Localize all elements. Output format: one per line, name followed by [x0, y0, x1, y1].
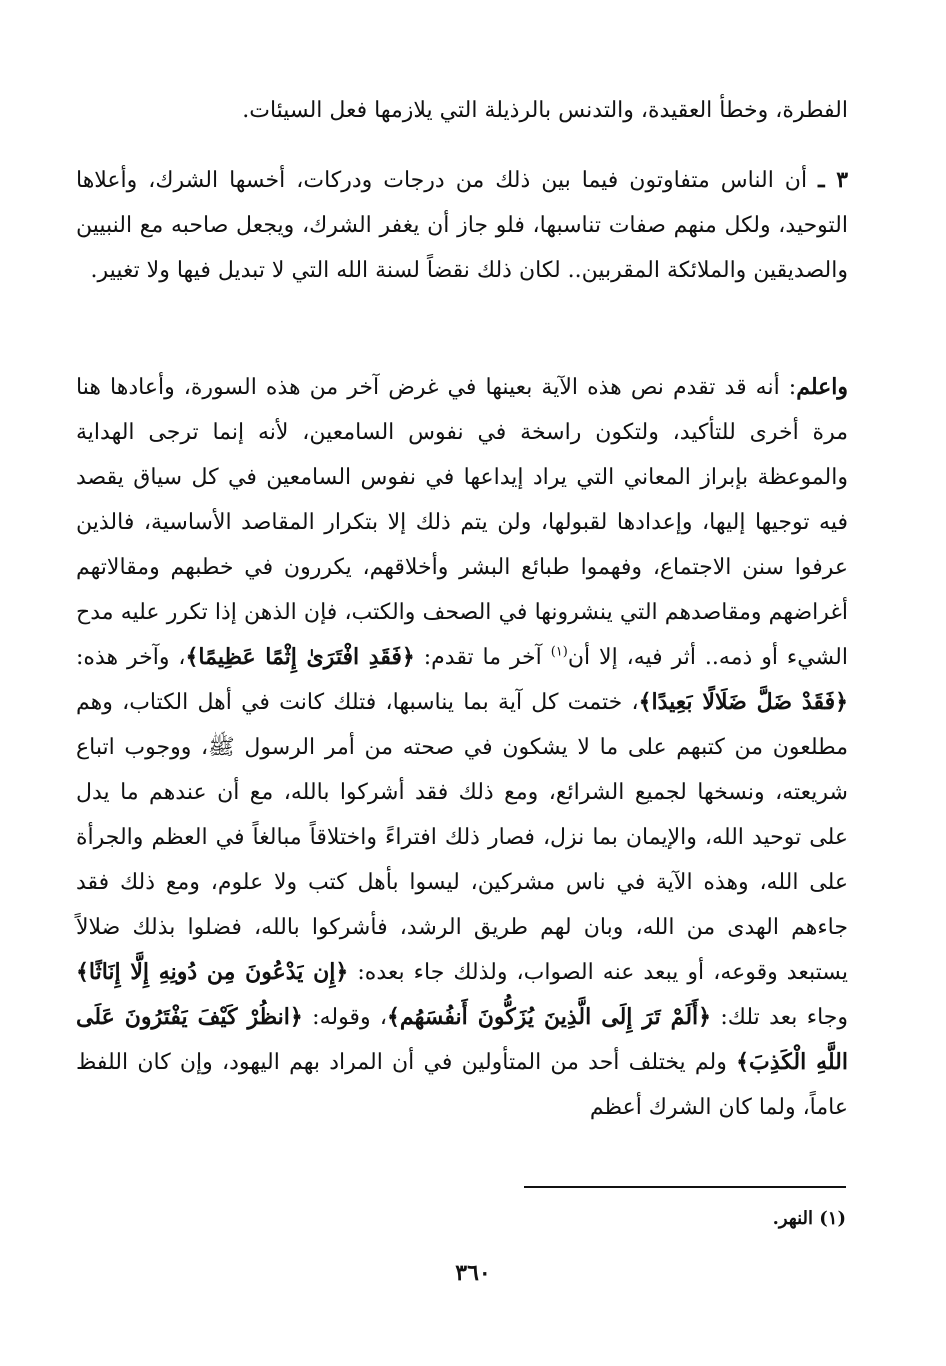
quran-quote-4: ﴿أَلَمْ تَرَ إِلَى الَّذِينَ يُزَكُّونَ أَنفُسَهُم﴾: [387, 1004, 712, 1030]
footnote-number: (١): [819, 1208, 846, 1229]
paragraph-point-3: [76, 158, 848, 293]
point-number: ٣ ـ: [818, 167, 849, 193]
footnote-divider: [524, 1186, 846, 1188]
quran-quote-2: ﴿فَقَدْ ضَلَّ ضَلَالًا بَعِيدًا﴾: [638, 689, 848, 715]
quran-quote-1: ﴿فَقَدِ افْتَرَىٰ إِثْمًا عَظِيمًا﴾: [185, 644, 415, 670]
paragraph-know: [76, 365, 848, 1130]
footnote-text: النهر.: [772, 1208, 820, 1229]
paragraph-3-text-c: ، وآخر هذه:: [76, 645, 186, 670]
footnote-reference: (١): [550, 644, 568, 660]
paragraph-3-text-b: آخر ما تقدم:: [414, 645, 551, 670]
paragraph-3-text-e: وجاء بعد تلك:: [711, 1005, 848, 1030]
quran-quote-5: ﴿انظُرْ كَيْفَ يَفْتَرُونَ عَلَى اللَّهِ الْكَذِبَ﴾: [76, 1004, 848, 1075]
paragraph-3-lead: واعلم: [796, 374, 848, 400]
paragraph-1-text: الفطرة، وخطأ العقيدة، والتدنس بالرذيلة التي يلازمها فعل السيئات.: [242, 98, 848, 123]
paragraph-3-text-g: ولم يختلف أحد من المتأولين في أن المراد بهم اليهود، وإن كان اللفظ عاماً، ولما كان الشرك أعظم: [76, 1050, 848, 1120]
paragraph-2-text: أن الناس متفاوتون فيما بين ذلك من درجات ودركات، أخسها الشرك، وأعلاها التوحيد، ولكل منهم صفات تناسبها، فلو جاز أن يغفر الشرك، ويجعل صاحبه مع النبيين والصديقين والملائكة المقربين.. لكان ذلك نقضاً لسنة الله التي لا تبديل فيها ولا تغيير.: [76, 168, 848, 283]
paragraph-3-text-d: ، ختمت كل آية بما يناسبها، فتلك كانت في أهل الكتاب، وهم مطلعون من كتبهم على ما لا يشكون في صحته من أمر الرسول ﷺ، ووجوب اتباع شريعته، ونسخها لجميع الشرائع، ومع ذلك فقد أشركوا بالله، مع أن عندهم ما يدل على توحيد الله، والإيمان بما نزل، فصار ذلك افتراءً واختلاقاً مبالغاً في العظم والجرأة على الله، وهذه الآية في ناس مشركين، ليسوا بأهل كتب ولا علوم، ومع ذلك فقد جاءهم الهدى من الله، وبان لهم طريق الرشد، فأشركوا بالله، فضلوا بذلك ضلالاً يستبعد وقوعه، أو يبعد عنه الصواب، ولذلك جاء بعده:: [76, 690, 849, 985]
page-number: ٣٦٠: [455, 1260, 491, 1286]
paragraph-continuation: [76, 88, 848, 133]
quran-quote-3: ﴿إِن يَدْعُونَ مِن دُونِهِ إِلَّا إِنَاثًا﴾: [76, 959, 349, 985]
footnote: [773, 1204, 846, 1234]
paragraph-3-text-a: : أنه قد تقدم نص هذه الآية بعينها في غرض آخر من هذه السورة، وأعادها هنا مرة أخرى للتأكيد، ولتكون راسخة في نفوس السامعين، لأنه إنما ترجى الهداية والموعظة بإبراز المعاني التي يراد إيداعها في نفوس السامعين في كل سياق يقصد فيه توجيها إليها، وإعدادها لقبولها، ولن يتم ذلك إلا بتكرار المقاصد الأساسية، فالذين عرفوا سنن الاجتماع، وفهموا طبائع البشر وأخلاقهم، يكررون في خطبهم ومقالاتهم أغراضهم ومقاصدهم التي ينشرونها في الصحف والكتب، فإن الذهن إذا تكرر عليه مدح الشيء أو ذمه.. أثر فيه، إلا أن: [76, 375, 848, 670]
paragraph-3-text-f: ، وقوله:: [302, 1005, 388, 1030]
